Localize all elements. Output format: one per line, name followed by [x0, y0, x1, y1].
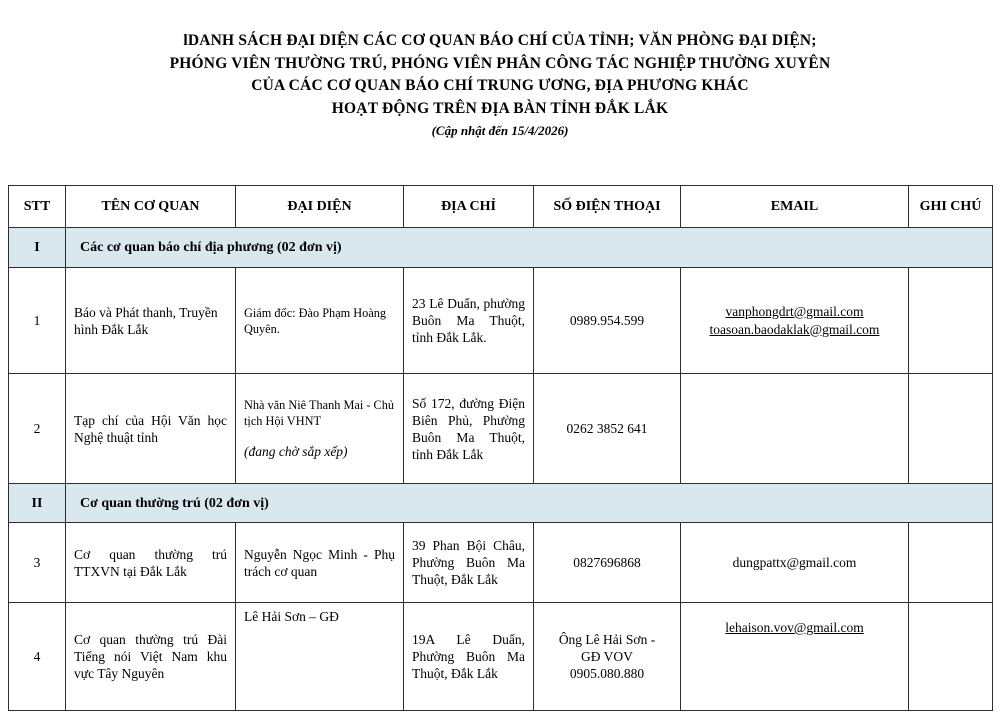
col-header-representative: ĐẠI DIỆN — [236, 186, 404, 228]
cell-stt: 3 — [9, 523, 66, 603]
cell-note — [909, 603, 993, 711]
press-agencies-table — [8, 185, 993, 711]
cell-phone — [534, 603, 681, 711]
document-title — [0, 30, 1000, 139]
cell-address: 23 Lê Duẩn, phường Buôn Ma Thuột, tỉnh Đắk Lắk. — [404, 268, 534, 374]
title-update-date: (Cập nhật đến 15/4/2026) — [431, 123, 569, 138]
cell-email — [681, 374, 909, 484]
cell-representative: Nguyễn Ngọc Minh - Phụ trách cơ quan — [236, 523, 404, 603]
section-row-resident-bureaus — [9, 484, 993, 523]
col-header-agency-name: TÊN CƠ QUAN — [66, 186, 236, 228]
title-line-1: lDANH SÁCH ĐẠI DIỆN CÁC CƠ QUAN BÁO CHÍ CỦA TỈNH; VĂN PHÒNG ĐẠI DIỆN; — [183, 32, 817, 49]
section-number: II — [9, 484, 66, 523]
cell-note — [909, 374, 993, 484]
cell-representative: Giám đốc: Đào Phạm Hoàng Quyên. — [236, 268, 404, 374]
cell-email — [681, 603, 909, 711]
title-line-2: PHÓNG VIÊN THƯỜNG TRÚ, PHÓNG VIÊN PHÂN CÔNG TÁC NGHIỆP THƯỜNG XUYÊN — [169, 54, 831, 72]
phone-contact-line: Ông Lê Hải Sơn - — [558, 632, 656, 647]
table-row — [9, 523, 993, 603]
email-text: dungpattx@gmail.com — [732, 554, 857, 570]
cell-email — [681, 268, 909, 374]
table-row — [9, 603, 993, 711]
cell-address: Số 172, đường Điện Biên Phủ, Phường Buôn Ma Thuột, tỉnh Đắk Lắk — [404, 374, 534, 484]
email-link[interactable]: lehaison.vov@gmail.com — [725, 620, 864, 635]
phone-number: 0905.080.880 — [569, 666, 645, 681]
representative-name: Nhà văn Niê Thanh Mai - Chủ tịch Hội VHNT — [244, 398, 395, 428]
col-header-address: ĐỊA CHỈ — [404, 186, 534, 228]
section-label: Các cơ quan báo chí địa phương (02 đơn vị) — [66, 228, 993, 268]
email-link[interactable]: vanphongdrt@gmail.com — [725, 303, 864, 319]
title-line-4: HOẠT ĐỘNG TRÊN ĐỊA BÀN TỈNH ĐẮK LẮK — [331, 99, 669, 117]
cell-stt: 4 — [9, 603, 66, 711]
email-link[interactable]: toasoan.baodaklak@gmail.com — [709, 321, 880, 337]
table-row — [9, 268, 993, 374]
cell-agency-name: Cơ quan thường trú TTXVN tại Đắk Lắk — [66, 523, 236, 603]
cell-phone: 0989.954.599 — [534, 268, 681, 374]
cell-representative — [236, 374, 404, 484]
cell-stt: 1 — [9, 268, 66, 374]
cell-address: 39 Phan Bội Châu, Phường Buôn Ma Thuột, Đắk Lắk — [404, 523, 534, 603]
cell-address: 19A Lê Duẩn, Phường Buôn Ma Thuột, Đắk Lắk — [404, 603, 534, 711]
cell-agency-name: Tạp chí của Hội Văn học Nghệ thuật tỉnh — [66, 374, 236, 484]
cell-agency-name: Cơ quan thường trú Đài Tiếng nói Việt Nam khu vực Tây Nguyên — [66, 603, 236, 711]
table-header-row — [9, 186, 993, 228]
cell-stt: 2 — [9, 374, 66, 484]
section-row-local-press — [9, 228, 993, 268]
col-header-stt: STT — [9, 186, 66, 228]
cell-representative: Lê Hải Sơn – GĐ — [236, 603, 404, 711]
col-header-note: GHI CHÚ — [909, 186, 993, 228]
col-header-email: EMAIL — [681, 186, 909, 228]
cell-phone: 0827696868 — [534, 523, 681, 603]
col-header-phone: SỐ ĐIỆN THOẠI — [534, 186, 681, 228]
cell-note — [909, 268, 993, 374]
section-label: Cơ quan thường trú (02 đơn vị) — [66, 484, 993, 523]
cell-note — [909, 523, 993, 603]
representative-status-note: (đang chờ sắp xếp) — [244, 444, 348, 459]
cell-phone: 0262 3852 641 — [534, 374, 681, 484]
cell-email — [681, 523, 909, 603]
section-number: I — [9, 228, 66, 268]
phone-contact-line: GĐ VOV — [581, 649, 633, 664]
table-row — [9, 374, 993, 484]
title-line-3: CỦA CÁC CƠ QUAN BÁO CHÍ TRUNG ƯƠNG, ĐỊA PHƯƠNG KHÁC — [251, 77, 749, 94]
cell-agency-name: Báo và Phát thanh, Truyền hình Đắk Lắk — [66, 268, 236, 374]
